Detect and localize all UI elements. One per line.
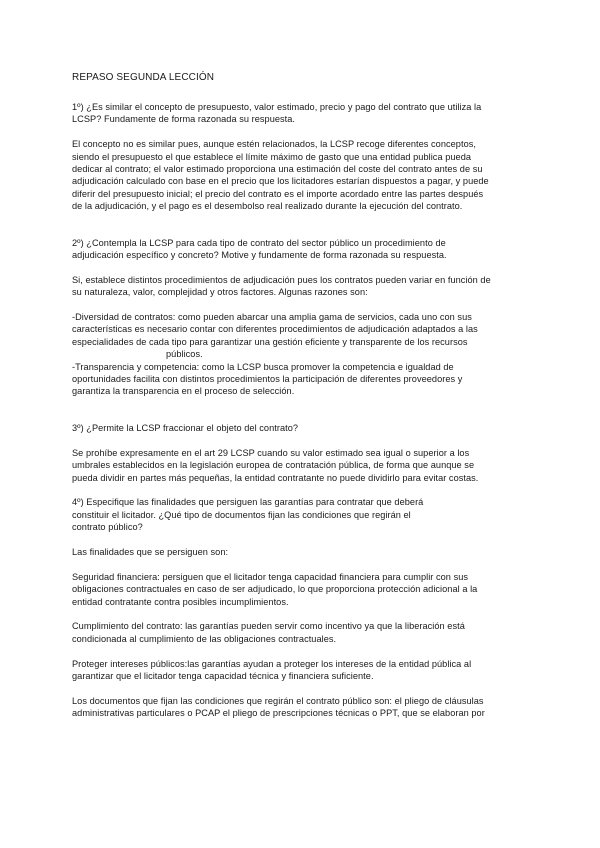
answer-4-paragraph-2 [72, 620, 532, 645]
answer-1 [72, 138, 532, 212]
text-line: 4º) Especifique las finalidades que persiguen las garantías para contratar que deberá [72, 497, 424, 508]
text-line: adjudicación específico y concreto? Motive y fundamente de forma razonada su respuesta. [72, 250, 447, 261]
answer-3 [72, 447, 532, 484]
text-line: -Diversidad de contratos: como pueden abarcar una amplia gama de servicios, cada uno con sus [72, 312, 472, 323]
text-line: contrato público? [72, 522, 143, 533]
answer-2-intro [72, 274, 532, 299]
answer-4-paragraph-4 [72, 695, 532, 720]
text-line: garantizar que el licitador tenga capacidad técnica y financiera suficiente. [72, 670, 374, 681]
text-line: Proteger intereses públicos:las garantías ayudan a proteger los intereses de la entidad pública al [72, 658, 472, 669]
text-line: -Transparencia y competencia: como la LCSP busca promover la competencia e igualdad de [72, 361, 454, 372]
text-line: dedicar al contrato; el valor estimado proporciona una estimación del coste del contrato antes de su [72, 164, 483, 175]
answer-2-list [72, 311, 532, 398]
text-line: LCSP? Fundamente de forma razonada su respuesta. [72, 114, 296, 125]
text-line: especialidades de cada tipo para garantizar una gestión eficiente y transparente de los recursos [72, 336, 468, 347]
text-line: entidad contratante contra posibles incumplimientos. [72, 596, 289, 607]
text-line: Seguridad financiera: persiguen que el licitador tenga capacidad financiera para cumplir con sus [72, 571, 469, 582]
text-line: garantiza la transparencia en el proceso de selección. [72, 386, 295, 397]
question-2 [72, 237, 532, 262]
question-1 [72, 101, 532, 126]
text-line: públicos. [166, 349, 203, 360]
answer-4-paragraph-3 [72, 658, 532, 683]
text-line: características es necesario contar con diferentes procedimientos de adjudicación adaptados a las [72, 324, 478, 335]
text-line: Los documentos que fijan las condiciones que regirán el contrato público son: el pliego de cláusulas [72, 695, 484, 706]
text-line: de la adjudicación, y el pago es el desembolso real realizado durante la ejecución del contrato. [72, 201, 463, 212]
text-line: Si, establece distintos procedimientos de adjudicación pues los contratos pueden variar en función de [72, 274, 491, 285]
text-line: Cumplimiento del contrato: las garantías pueden servir como incentivo ya que la liberación está [72, 621, 465, 632]
document-page [72, 72, 532, 720]
text-line: condicionada al cumplimiento de las obligaciones contractuales. [72, 633, 337, 644]
answer-4-intro: Las finalidades que se persiguen son: [72, 546, 229, 557]
text-line: 1º) ¿Es similar el concepto de presupuesto, valor estimado, precio y pago del contrato que utiliza la [72, 102, 482, 112]
text-line: Se prohíbe expresamente en el art 29 LCSP cuando su valor estimado sea igual o superior a los [72, 447, 470, 458]
text-line: El concepto no es similar pues, aunque estén relacionados, la LCSP recoge diferentes conceptos, [72, 139, 476, 150]
page-title: REPASO SEGUNDA LECCIÓN [72, 72, 215, 83]
text-line: diferir del presupuesto inicial; el precio del contrato es el importe acordado entre las partes después [72, 188, 484, 199]
text-line: obligaciones contractuales en caso de ser adjudicado, lo que proporciona protección adicional a la [72, 584, 478, 595]
text-line: pueda dividir en partes más pequeñas, la entidad contratante no puede dividirlo para evitar costas. [72, 472, 479, 483]
question-3: 3º) ¿Permite la LCSP fraccionar el objeto del contrato? [72, 422, 299, 433]
answer-4-paragraph-1 [72, 571, 532, 608]
text-line: umbrales establecidos en la legislación europea de contratación pública, de forma que aunque se [72, 460, 475, 471]
text-line: oportunidades facilita con distintos procedimientos la participación de diferentes proveedores y [72, 374, 463, 385]
question-4 [72, 496, 532, 533]
text-line: administrativas particulares o PCAP el pliego de prescripciones técnicas o PPT, que se elaboran por [72, 708, 485, 719]
text-line: constituir el licitador. ¿Qué tipo de documentos fijan las condiciones que regirán el [72, 509, 411, 520]
text-line: adjudicación calculado con base en el precio que los licitadores estarían dispuestos a pagar, y puede [72, 176, 489, 187]
text-line: su naturaleza, valor, complejidad y otros factores. Algunas razones son: [72, 287, 368, 298]
text-line: 2º) ¿Contempla la LCSP para cada tipo de contrato del sector público un procedimiento de [72, 237, 446, 248]
text-line: siendo el presupuesto el que establece el límite máximo de gasto que una entidad publica pueda [72, 151, 472, 162]
